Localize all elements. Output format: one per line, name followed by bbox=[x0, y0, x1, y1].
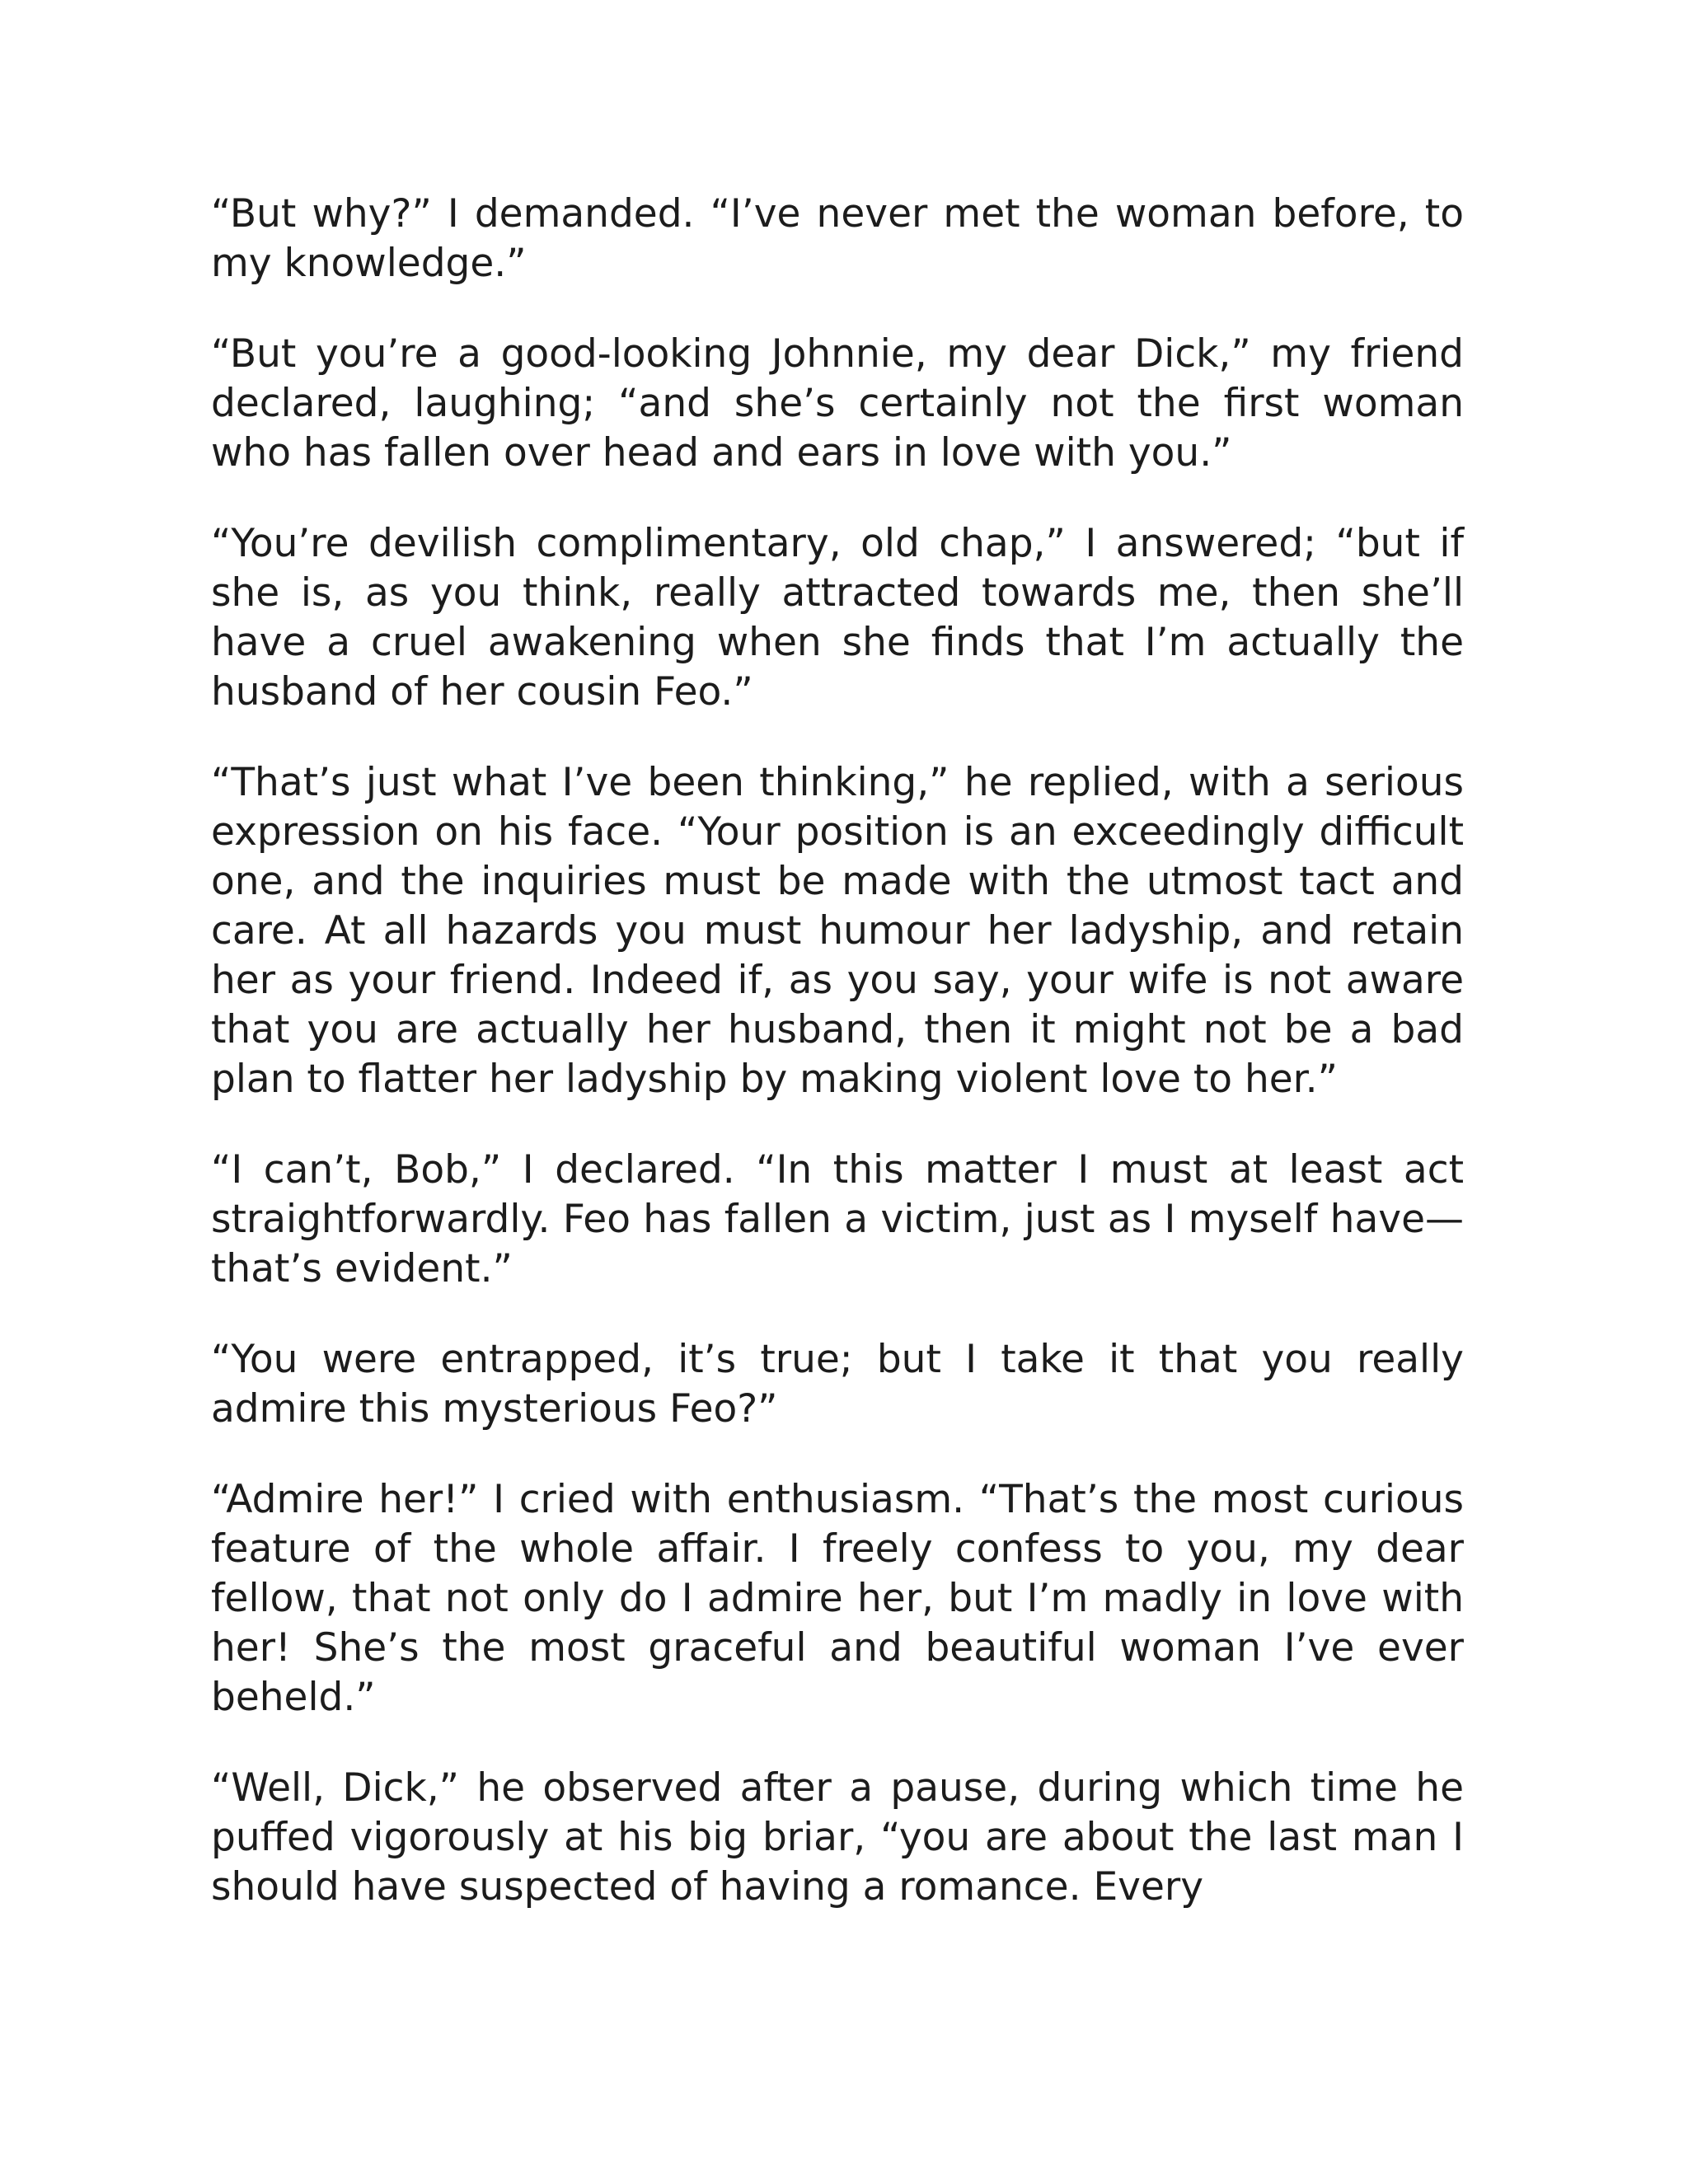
paragraph: “I can’t, Bob,” I declared. “In this matter I must at least act straightforwardly. Feo has fallen a victim, just as I myself have—that’s evident.” bbox=[211, 1147, 1464, 1291]
paragraph: “You were entrapped, it’s true; but I take it that you really admire this mysterious Feo?” bbox=[211, 1337, 1464, 1432]
paragraph: “Admire her!” I cried with enthusiasm. “That’s the most curious feature of the whole affair. I freely confess to you, my dear fellow, that not only do I admire her, but I’m madly in love with her! She’s the most graceful and beautiful woman I’ve ever beheld.” bbox=[211, 1477, 1464, 1720]
paragraph: “You’re devilish complimentary, old chap,” I answered; “but if she is, as you think, really attracted towards me, then she’ll have a cruel awakening when she finds that I’m actually the husband of her cousin Feo.” bbox=[211, 521, 1464, 715]
book-page bbox=[211, 190, 1464, 1912]
paragraph: “Well, Dick,” he observed after a pause, during which time he puffed vigorously at his big briar, “you are about the last man I should have suspected of having a romance. Every bbox=[211, 1765, 1464, 1910]
paragraph: “But why?” I demanded. “I’ve never met the woman before, to my knowledge.” bbox=[211, 191, 1464, 286]
paragraph: “That’s just what I’ve been thinking,” he replied, with a serious expression on his face. “Your position is an exceedingly difficult one, and the inquiries must be made with the utmost tact and care. At all hazards you must humour her ladyship, and retain her as your friend. Indeed if, as you say, your wife is not aware that you are actually her husband, then it might not be a bad plan to flatter her ladyship by making violent love to her.” bbox=[211, 760, 1464, 1102]
paragraph: “But you’re a good-looking Johnnie, my dear Dick,” my friend declared, laughing; “and she’s certainly not the first woman who has fallen over head and ears in love with you.” bbox=[211, 331, 1464, 476]
